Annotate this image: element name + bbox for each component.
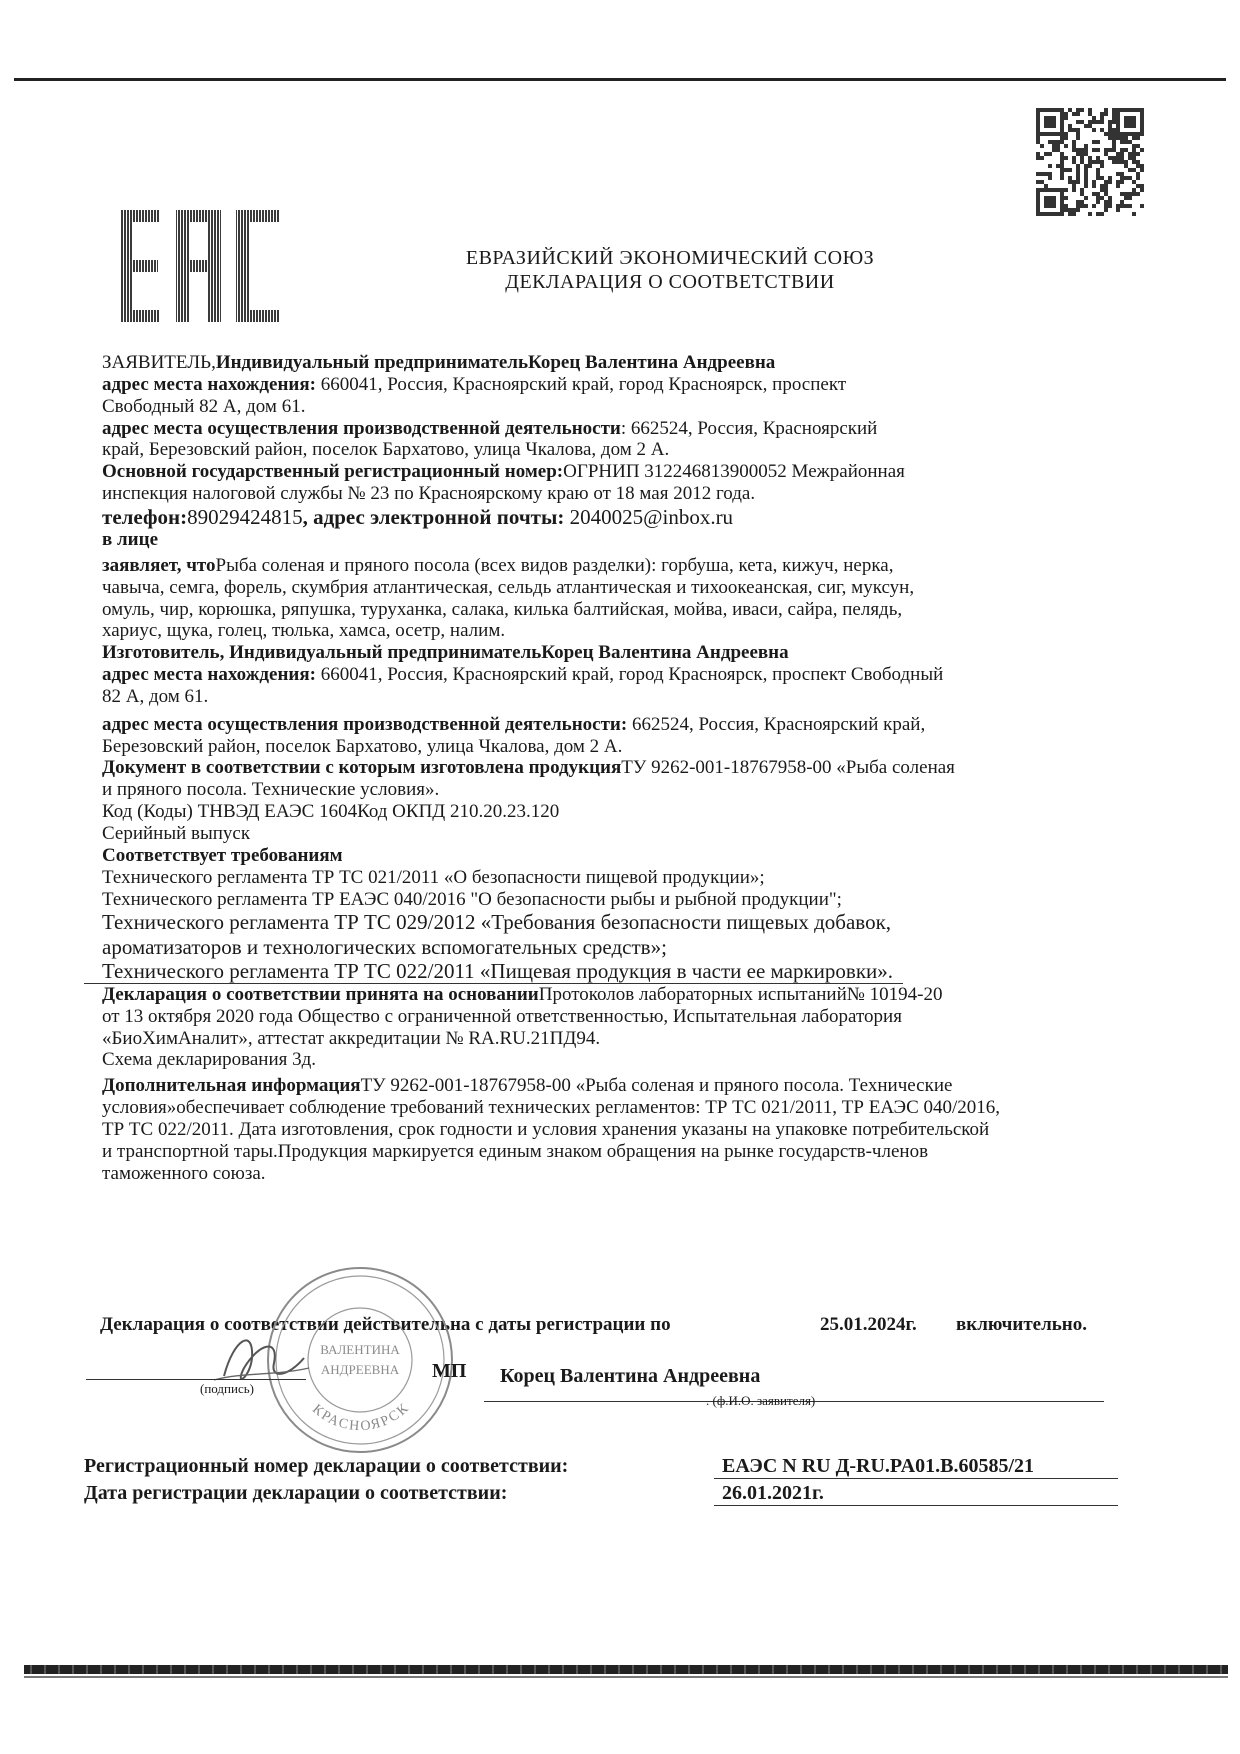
basis-text-3: «БиоХимАналит», аттестат аккредитации № RA.RU.21ПД94. <box>102 1027 601 1049</box>
validity-date: 25.01.2024г. <box>820 1314 917 1335</box>
requirements-label <box>102 845 1102 867</box>
document-basis <box>102 757 1102 801</box>
extra-text-5: таможенного союза. <box>102 1162 266 1184</box>
stamp-city: КРАСНОЯРСК <box>309 1400 413 1435</box>
registration-number-label: Регистрационный номер декларации о соответствии: <box>84 1455 569 1477</box>
ogrn-text: ОГРНИП 312246813900052 Межрайонная <box>563 461 905 483</box>
manufacturer-prod-text-2: Березовский район, поселок Бархатово, улица Чкалова, дом 2 А. <box>102 735 623 757</box>
eac-mark-icon <box>118 210 283 322</box>
applicant-prod-text-2: край, Березовский район, поселок Бархатово, улица Чкалова, дом 2 А. <box>102 439 670 461</box>
applicant-address-text-2: Свободный 82 А, дом 61. <box>102 395 306 417</box>
manufacturer-prod-text: 662524, Россия, Красноярский край, <box>627 713 926 735</box>
declares-text-4: хариус, щука, голец, тюлька, хамса, осетр, налим. <box>102 620 506 642</box>
email-label: , адрес электронной почты: <box>302 504 565 529</box>
header-union: ЕВРАЗИЙСКИЙ ЭКОНОМИЧЕСКИЙ СОЮЗ <box>465 247 875 269</box>
top-rule <box>14 78 1226 81</box>
manufacturer-line <box>102 642 1102 664</box>
basis-text-2: от 13 октября 2020 года Общество с ограниченной ответственностью, Испытательная лаборатория <box>102 1005 902 1027</box>
signer-caption: . (ф.И.О. заявителя) <box>706 1393 816 1408</box>
applicant-ogrn <box>102 461 1102 505</box>
stamp-name-2: АНДРЕЕВНА <box>320 1362 400 1377</box>
extra-text-4: и транспортной тары.Продукция маркируется единым знаком обращения на рынке государств-членов <box>102 1140 929 1162</box>
document-text: ТУ 9262-001-18767958-00 «Рыба соленая <box>621 757 955 779</box>
requirement-item-text: Технического регламента ТР ТС 022/2011 «Пищевая продукция в части ее маркировки». <box>84 959 903 984</box>
requirement-item: Технического регламента ТР ЕАЭС 040/2016 "О безопасности рыбы и рыбной продукции"; <box>102 888 842 910</box>
qr-code-icon <box>1032 108 1150 216</box>
svg-text:КРАСНОЯРСК <box>309 1400 413 1434</box>
registration-date: 26.01.2021г. <box>714 1482 1118 1506</box>
applicant-prod-text: : 662524, Россия, Красноярский <box>620 417 878 439</box>
phone-label: телефон: <box>102 504 188 529</box>
document-label: Документ в соответствии с которым изготовлена продукция <box>102 757 622 779</box>
applicant-name: Индивидуальный предпринимательКорец Валентина Андреевна <box>215 352 776 373</box>
scheme: Схема декларирования 3д. <box>102 1049 317 1071</box>
declaration-body <box>102 352 1102 1184</box>
registration-number-row <box>84 1455 1114 1482</box>
registration-block <box>84 1455 1114 1509</box>
requirements-label-text: Соответствует требованиям <box>102 844 343 866</box>
requirement-item <box>102 959 1102 984</box>
bottom-rule-thin <box>24 1676 1228 1678</box>
manufacturer-address <box>102 664 1102 708</box>
extra-text-3: ТР ТС 022/2011. Дата изготовления, срок годности и условия хранения указаны на упаковке потребительской <box>102 1118 990 1140</box>
applicant-address <box>102 374 1102 418</box>
registration-date-label: Дата регистрации декларации о соответствии: <box>84 1482 508 1504</box>
declares-text-1: Рыба соленая и пряного посола (всех видов разделки): горбуша, кета, кижуч, нерка, <box>215 554 894 576</box>
phone-value: 89029424815 <box>187 504 303 529</box>
manufacturer-production-address <box>102 714 1102 758</box>
applicant-prod-label: адрес места осуществления производственной деятельности <box>102 417 621 439</box>
extra-info <box>102 1075 1102 1184</box>
applicant-line <box>102 352 1102 374</box>
manufacturer-label: Изготовитель, <box>102 642 230 664</box>
manufacturer-address-text: 660041, Россия, Красноярский край, город Красноярск, проспект Свободный <box>315 664 944 686</box>
in-person-label: в лице <box>102 529 158 551</box>
applicant-label: ЗАЯВИТЕЛЬ, <box>102 352 216 373</box>
manufacturer-name: Индивидуальный предпринимательКорец Валентина Андреевна <box>229 642 789 664</box>
declares-text-3: омуль, чир, корюшка, ряпушка, туруханка, салака, килька балтийская, мойва, иваси, сайра, пелядь, <box>102 598 903 620</box>
signature-caption: (подпись) <box>200 1381 254 1396</box>
signature-line <box>86 1378 306 1380</box>
header-title: ДЕКЛАРАЦИЯ О СООТВЕТСТВИИ <box>505 271 835 293</box>
registration-date-row <box>84 1482 1114 1509</box>
applicant-address-text: 660041, Россия, Красноярский край, город Красноярск, проспект <box>315 373 847 395</box>
stamp-name-1: ВАЛЕНТИНА <box>320 1342 400 1357</box>
document-text-2: и пряного посола. Технические условия». <box>102 779 440 801</box>
bottom-rule <box>24 1665 1228 1674</box>
validity-text: Декларация о соответствии действительна с даты регистрации по <box>100 1314 671 1335</box>
manufacturer-prod-label: адрес места осуществления производственной деятельности: <box>102 713 628 735</box>
registration-number: ЕАЭС N RU Д-RU.PA01.B.60585/21 <box>714 1455 1118 1479</box>
manufacturer-address-text-2: 82 А, дом 61. <box>102 685 209 707</box>
document-header <box>380 246 960 294</box>
ogrn-text-2: инспекция налоговой службы № 23 по Красноярскому краю от 18 мая 2012 года. <box>102 483 756 505</box>
basis-text-1: Протоколов лабораторных испытаний№ 10194-20 <box>538 983 943 1005</box>
serial-release: Серийный выпуск <box>102 823 251 845</box>
applicant-contacts <box>102 505 1102 529</box>
ogrn-label: Основной государственный регистрационный номер: <box>102 461 564 483</box>
seal-placeholder: МП <box>432 1360 467 1382</box>
extra-text-2: условия»обеспечивает соблюдение требований технических регламентов: ТР ТС 021/2011, ТР ЕАЭС 040/2016, <box>102 1097 1001 1119</box>
manufacturer-address-label: адрес места нахождения: <box>102 664 316 686</box>
declares-text-2: чавыча, семга, форель, скумбрия атлантическая, сельдь атлантическая и тихоокеанская, сиг, муксун, <box>102 576 915 598</box>
applicant-production-address <box>102 418 1102 462</box>
applicant-address-label: адрес места нахождения: <box>102 373 316 395</box>
extra-text-1: ТУ 9262-001-18767958-00 «Рыба соленая и пряного посола. Технические <box>360 1075 953 1097</box>
validity-suffix: включительно. <box>956 1314 1087 1335</box>
basis-block <box>102 984 1102 1050</box>
requirements-list <box>102 867 1102 984</box>
requirement-item: ароматизаторов и технологических вспомогательных средств»; <box>102 934 667 959</box>
requirement-item: Технического регламента ТР ТС 029/2012 «Требования безопасности пищевых добавок, <box>102 910 892 935</box>
declares-label: заявляет, что <box>102 554 216 576</box>
extra-label: Дополнительная информация <box>102 1075 361 1097</box>
in-person <box>102 529 1102 551</box>
signer-name: Корец Валентина Андреевна <box>500 1365 761 1387</box>
email-value: 2040025@inbox.ru <box>564 504 734 529</box>
requirement-item: Технического регламента ТР ТС 021/2011 «О безопасности пищевой продукции»; <box>102 866 765 888</box>
declares-block <box>102 555 1102 642</box>
hs-codes: Код (Коды) ТНВЭД ЕАЭС 1604Код ОКПД 210.20.23.120 <box>102 801 560 823</box>
basis-label: Декларация о соответствии принята на основании <box>102 983 539 1005</box>
